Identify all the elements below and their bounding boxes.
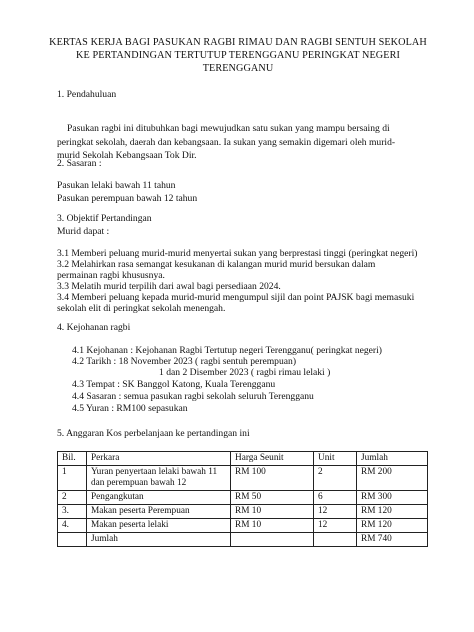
table-cell: RM 120 (357, 519, 428, 533)
section-4-heading: 4. Kejohanan ragbi (57, 322, 131, 333)
paragraph-line: murid Sekolah Kebangsaan Tok Dir. (57, 150, 197, 161)
cell-text: 2 (318, 467, 323, 477)
table-cell: Makan peserta lelaki (87, 519, 231, 533)
target-item: Pasukan perempuan bawah 12 tahun (57, 193, 198, 204)
table-cell: Makan peserta Perempuan (87, 505, 231, 519)
table-total-row (58, 533, 428, 547)
section-3-heading: 3. Objektif Pertandingan (57, 213, 152, 224)
table-row (58, 505, 428, 519)
table-cell: 12 (314, 519, 357, 533)
table-cell: 6 (314, 491, 357, 505)
objective-line: sekolah elit di peringkat sekolah menengah. (57, 303, 226, 314)
header-cell: Perkara (87, 452, 231, 466)
table-cell: RM 50 (231, 491, 314, 505)
title-line-3: TERENGGANU (202, 63, 274, 74)
table-cell: RM 120 (357, 505, 428, 519)
cell-text: RM 100 (235, 467, 266, 477)
table-cell: 3. (58, 505, 87, 519)
cell-text: 1 (62, 467, 67, 477)
table-row (58, 519, 428, 533)
championship-line: 4.4 Sasaran : semua pasukan ragbi sekolah seluruh Terengganu (72, 391, 314, 402)
section-1-heading: 1. Pendahuluan (57, 89, 117, 100)
championship-line: 1 dan 2 Disember 2023 ( ragbi rimau lelaki ) (159, 367, 331, 378)
cell-text: Yuran penyertaan lelaki bawah 11 (91, 467, 218, 477)
table-cell (357, 466, 428, 491)
championship-line: 4.5 Yuran : RM100 sepasukan (72, 403, 188, 414)
table-cell: Pengangkutan (87, 491, 231, 505)
objective-line: permainan ragbi khususnya. (57, 270, 165, 281)
header-cell: Bil. (58, 452, 87, 466)
table-cell: 4. (58, 519, 87, 533)
table-cell: 2 (58, 491, 87, 505)
document-title (40, 36, 436, 75)
paragraph-line: peringkat sekolah, daerah dan kebangsaan. Ia sukan yang semakin digemari oleh murid- (57, 136, 396, 148)
table-cell (87, 466, 231, 491)
table-cell: RM 300 (357, 491, 428, 505)
table-header-row (58, 452, 428, 466)
table-row (58, 466, 428, 491)
table-cell (58, 466, 87, 491)
table-cell: Jumlah (87, 533, 231, 547)
table-cell (231, 466, 314, 491)
paragraph-line: Pasukan ragbi ini ditubuhkan bagi mewujudkan satu sukan yang mampu bersaing di (67, 123, 390, 134)
table-cell: RM 10 (231, 505, 314, 519)
section-5-heading: 5. Anggaran Kos perbelanjaan ke pertandingan ini (57, 428, 250, 439)
header-cell: Unit (314, 452, 357, 466)
objective-line: 3.4 Memberi peluang kepada murid-murid mengumpul sijil dan point PAJSK bagi memasuki (57, 292, 415, 303)
section-1-paragraph (57, 122, 421, 163)
cell-text: dan perempuan bawah 12 (91, 478, 187, 488)
header-cell: Jumlah (357, 452, 428, 466)
table-cell (314, 466, 357, 491)
cost-table (57, 451, 428, 547)
table-cell (314, 533, 357, 547)
cell-text: RM 200 (361, 467, 392, 477)
table-cell: 12 (314, 505, 357, 519)
header-cell: Harga Seunit (231, 452, 314, 466)
championship-line: 4.3 Tempat : SK Banggol Katong, Kuala Terengganu (72, 379, 276, 390)
table-cell (231, 533, 314, 547)
table-cell: RM 740 (357, 533, 428, 547)
table-cell (58, 533, 87, 547)
championship-line: 4.1 Kejohanan : Kejohanan Ragbi Tertutup negeri Terengganu( peringkat negeri) (72, 345, 382, 356)
championship-line: 4.2 Tarikh : 18 November 2023 ( ragbi sentuh perempuan) (72, 356, 297, 367)
section-2-heading: 2. Sasaran : (57, 158, 102, 169)
objective-intro: Murid dapat : (57, 226, 110, 237)
target-item: Pasukan lelaki bawah 11 tahun (57, 180, 176, 191)
objective-line: 3.3 Melatih murid terpilih dari awal bagi persediaan 2024. (57, 281, 281, 292)
table-row (58, 491, 428, 505)
title-line-1: KERTAS KERJA BAGI PASUKAN RAGBI RIMAU DAN RAGBI SENTUH SEKOLAH (49, 37, 427, 48)
objective-line: 3.1 Memberi peluang murid-murid menyertai sukan yang berprestasi tinggi (peringkat negeri) (57, 248, 418, 259)
title-line-2: KE PERTANDINGAN TERTUTUP TERENGGANU PERINGKAT NEGERI (76, 50, 400, 61)
objective-line: 3.2 Melahirkan rasa semangat kesukanan di kalangan murid murid bersukan dalam (57, 259, 376, 270)
table-cell: RM 10 (231, 519, 314, 533)
